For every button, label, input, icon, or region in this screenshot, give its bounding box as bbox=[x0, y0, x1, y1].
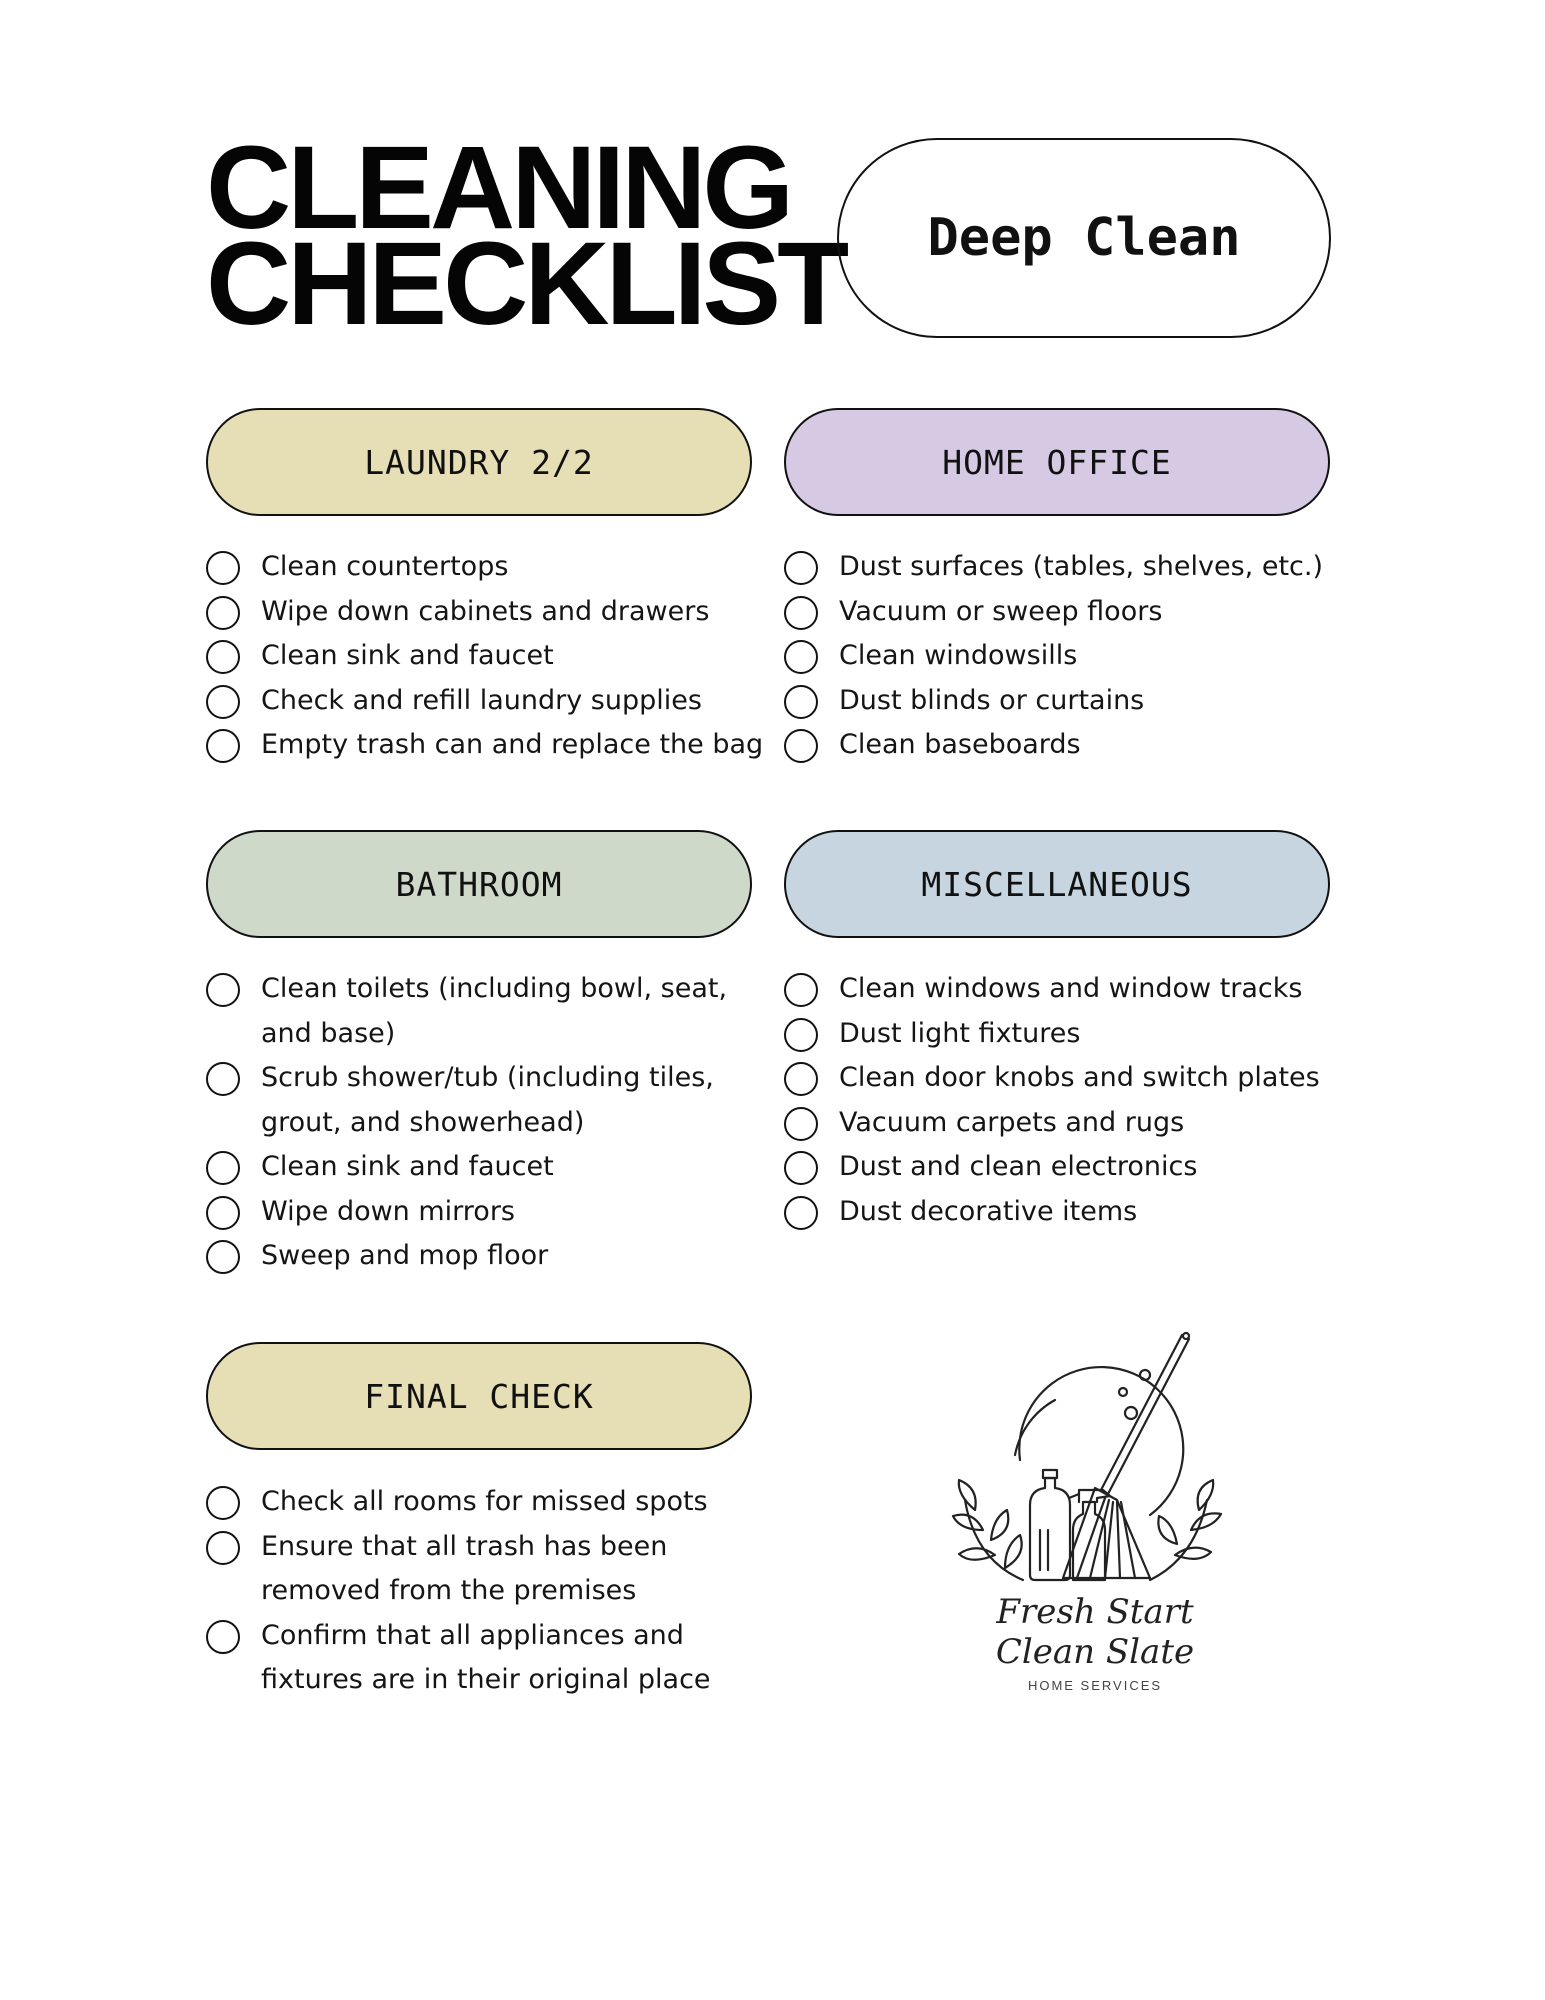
list-item bbox=[206, 634, 786, 679]
list-item bbox=[206, 723, 786, 768]
checkbox[interactable] bbox=[206, 1620, 240, 1654]
section-header-final-check: FINAL CHECK bbox=[206, 1342, 752, 1450]
list-item bbox=[784, 590, 1364, 635]
checkbox[interactable] bbox=[206, 1240, 240, 1274]
checkbox[interactable] bbox=[206, 1486, 240, 1520]
list-item-label: Ensure that all trash has been removed from the premises bbox=[261, 1530, 668, 1606]
list-item bbox=[206, 967, 746, 1056]
list-item-label: Vacuum carpets and rugs bbox=[839, 1106, 1185, 1138]
checkbox[interactable] bbox=[784, 729, 818, 763]
list-item bbox=[206, 1190, 746, 1235]
list-item-label: Sweep and mop floor bbox=[261, 1240, 549, 1271]
checkbox[interactable] bbox=[784, 1018, 818, 1052]
list-item-label: Dust blinds or curtains bbox=[839, 684, 1145, 716]
list-item bbox=[784, 1190, 1364, 1235]
list-item bbox=[206, 1234, 746, 1279]
list-item bbox=[784, 545, 1364, 590]
logo-line-1: Fresh Start bbox=[996, 1592, 1194, 1632]
list-item bbox=[784, 967, 1364, 1012]
checkbox[interactable] bbox=[784, 1151, 818, 1185]
list-item bbox=[206, 1525, 716, 1614]
checklist-bathroom bbox=[206, 967, 746, 1279]
list-item-label: Check and refill laundry supplies bbox=[261, 684, 702, 716]
list-item bbox=[206, 1614, 716, 1703]
checkbox[interactable] bbox=[784, 685, 818, 719]
list-item-label: Clean countertops bbox=[261, 551, 509, 582]
checklist-type-badge: Deep Clean bbox=[837, 138, 1331, 338]
list-item-label: Clean baseboards bbox=[839, 729, 1081, 760]
checklist-miscellaneous bbox=[784, 967, 1364, 1234]
list-item bbox=[206, 1480, 716, 1525]
list-item-label: Dust surfaces (tables, shelves, etc.) bbox=[839, 551, 1323, 582]
checkbox[interactable] bbox=[784, 640, 818, 674]
list-item bbox=[784, 723, 1364, 768]
list-item-label: Wipe down mirrors bbox=[261, 1195, 515, 1227]
list-item-label: Scrub shower/tub (including tiles, grout, and showerhead) bbox=[261, 1062, 714, 1138]
checkbox[interactable] bbox=[784, 1062, 818, 1096]
checkbox[interactable] bbox=[206, 1151, 240, 1185]
list-item-label: Wipe down cabinets and drawers bbox=[261, 595, 710, 627]
list-item-label: Vacuum or sweep floors bbox=[839, 595, 1163, 627]
section-header-home-office: HOME OFFICE bbox=[784, 408, 1330, 516]
list-item-label: Confirm that all appliances and fixtures are in their original place bbox=[261, 1619, 711, 1695]
checkbox[interactable] bbox=[206, 596, 240, 630]
checkbox[interactable] bbox=[206, 640, 240, 674]
title-line-1: CLEANING bbox=[206, 122, 791, 254]
list-item bbox=[206, 1145, 746, 1190]
list-item bbox=[784, 1145, 1364, 1190]
list-item-label: Clean door knobs and switch plates bbox=[839, 1062, 1320, 1093]
checkbox[interactable] bbox=[784, 973, 818, 1007]
list-item bbox=[784, 679, 1364, 724]
checkbox[interactable] bbox=[784, 551, 818, 585]
list-item-label: Dust light fixtures bbox=[839, 1017, 1081, 1049]
list-item bbox=[784, 1101, 1364, 1146]
section-header-miscellaneous: MISCELLANEOUS bbox=[784, 830, 1330, 938]
list-item-label: Empty trash can and replace the bag bbox=[261, 729, 764, 760]
checkbox[interactable] bbox=[206, 1062, 240, 1096]
checkbox[interactable] bbox=[784, 1107, 818, 1141]
company-logo bbox=[945, 1330, 1245, 1710]
checklist-laundry bbox=[206, 545, 786, 768]
list-item-label: Clean windowsills bbox=[839, 640, 1078, 671]
checkbox[interactable] bbox=[206, 1531, 240, 1565]
checklist-home-office bbox=[784, 545, 1364, 768]
list-item bbox=[206, 1056, 746, 1145]
list-item bbox=[206, 590, 786, 635]
checkbox[interactable] bbox=[784, 1196, 818, 1230]
list-item-label: Clean windows and window tracks bbox=[839, 973, 1303, 1004]
list-item-label: Dust and clean electronics bbox=[839, 1151, 1198, 1182]
list-item bbox=[206, 545, 786, 590]
list-item-label: Check all rooms for missed spots bbox=[261, 1486, 708, 1517]
title-line-2: CHECKLIST bbox=[206, 218, 846, 350]
logo-line-2: Clean Slate bbox=[995, 1632, 1195, 1672]
checklist-final-check bbox=[206, 1480, 716, 1703]
checkbox[interactable] bbox=[206, 685, 240, 719]
checkbox[interactable] bbox=[206, 551, 240, 585]
list-item-label: Clean toilets (including bowl, seat, and base) bbox=[261, 973, 728, 1049]
list-item bbox=[784, 634, 1364, 679]
checkbox[interactable] bbox=[206, 729, 240, 763]
section-header-laundry: LAUNDRY 2/2 bbox=[206, 408, 752, 516]
list-item-label: Clean sink and faucet bbox=[261, 640, 554, 671]
page-title bbox=[206, 122, 846, 350]
checkbox[interactable] bbox=[206, 973, 240, 1007]
list-item-label: Clean sink and faucet bbox=[261, 1151, 554, 1182]
cleaning-supplies-icon bbox=[945, 1330, 1245, 1590]
list-item-label: Dust decorative items bbox=[839, 1195, 1138, 1227]
logo-tagline: HOME SERVICES bbox=[1027, 1678, 1163, 1693]
list-item bbox=[784, 1012, 1364, 1057]
checkbox[interactable] bbox=[206, 1196, 240, 1230]
checkbox[interactable] bbox=[784, 596, 818, 630]
section-header-bathroom: BATHROOM bbox=[206, 830, 752, 938]
list-item bbox=[206, 679, 786, 724]
list-item bbox=[784, 1056, 1364, 1101]
